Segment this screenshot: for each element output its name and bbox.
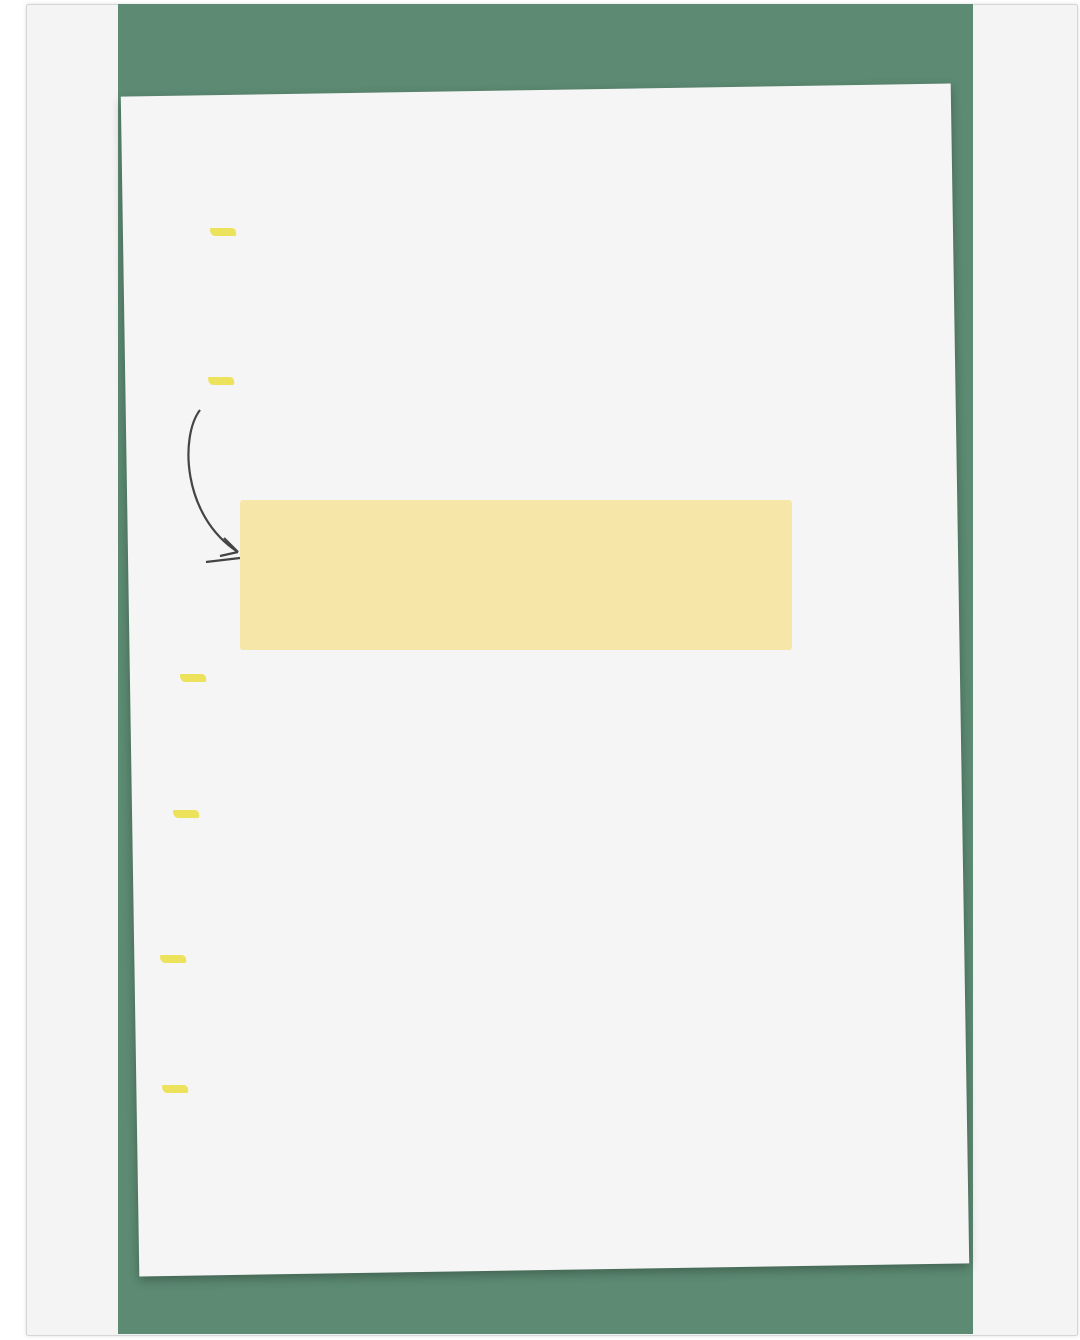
- heading-faca-algo: [208, 377, 234, 385]
- heading-defina-metas: [210, 228, 236, 236]
- heading-adapte-rotina: [180, 674, 206, 682]
- notebook-page: [121, 84, 969, 1277]
- heading-companhia: [160, 955, 186, 963]
- heading-lazer-ativos: [173, 810, 199, 818]
- heading-agenda: [162, 1085, 188, 1093]
- options-note-box: [240, 500, 792, 650]
